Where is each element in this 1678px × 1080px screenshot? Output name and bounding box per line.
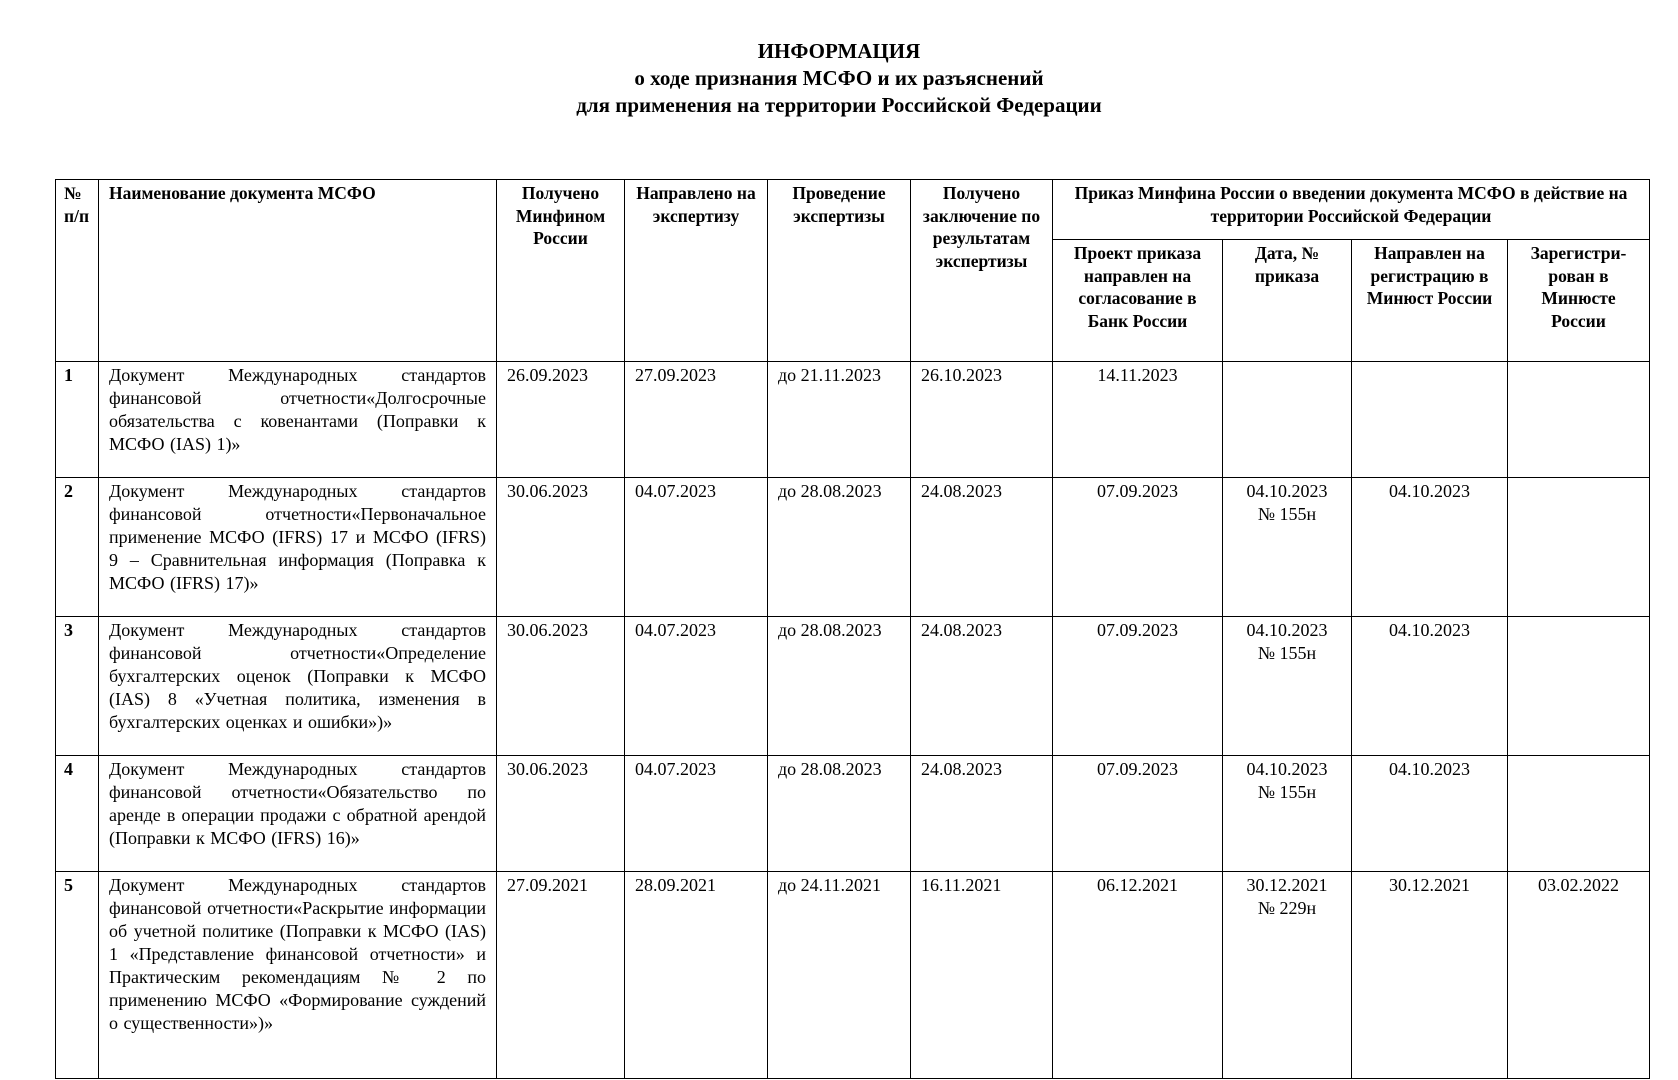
registered-date bbox=[1508, 617, 1650, 756]
row-num: 3 bbox=[56, 617, 99, 756]
title-line-1: ИНФОРМАЦИЯ bbox=[757, 39, 921, 63]
table-row bbox=[56, 872, 1650, 1079]
document-name: Документ Международных стандартов финансовой отчетности«Определение бухгалтерских оценок (Поправки к МСФО (IAS) 8 «Учетная политика, изменения в бухгалтерских оценках и ошибки»)» bbox=[99, 617, 497, 756]
expertise-deadline: до 28.08.2023 bbox=[768, 478, 911, 617]
expertise-deadline: до 24.11.2021 bbox=[768, 872, 911, 1079]
table-row bbox=[56, 362, 1650, 478]
header-order-date: Дата, № приказа bbox=[1223, 240, 1352, 362]
order-date-cell bbox=[1223, 478, 1352, 617]
order-number: № 155н bbox=[1257, 643, 1317, 663]
document-name: Документ Международных стандартов финансовой отчетности«Раскрытие информации об учетной политике (Поправки к МСФО (IAS) 1 «Представление финансовой отчетности» и Практическим рекомендациям № 2 по применению МСФО «Формирование суждений о существенности»)» bbox=[99, 872, 497, 1079]
header-draft-sent: Проект приказа направлен на согласование в Банк России bbox=[1053, 240, 1223, 362]
header-num: № п/п bbox=[56, 180, 99, 362]
document-title bbox=[0, 38, 1678, 119]
document-name: Документ Международных стандартов финансовой отчетности«Долгосрочные обязательства с ковенантами (Поправки к МСФО (IAS) 1)» bbox=[99, 362, 497, 478]
registered-date: 03.02.2022 bbox=[1508, 872, 1650, 1079]
order-date: 04.10.2023 bbox=[1246, 481, 1328, 501]
expertise-deadline: до 28.08.2023 bbox=[768, 617, 911, 756]
order-number: № 229н bbox=[1257, 898, 1317, 918]
conclusion-date: 26.10.2023 bbox=[911, 362, 1053, 478]
received-date: 26.09.2023 bbox=[497, 362, 625, 478]
header-expertise: Проведение экспертизы bbox=[768, 180, 911, 362]
table-row bbox=[56, 478, 1650, 617]
received-date: 27.09.2021 bbox=[497, 872, 625, 1079]
registered-date bbox=[1508, 478, 1650, 617]
header-order-group: Приказ Минфина России о введении документа МСФО в действие на территории Российской Федерации bbox=[1053, 180, 1650, 240]
row-num: 5 bbox=[56, 872, 99, 1079]
sent-expertise-date: 04.07.2023 bbox=[625, 478, 768, 617]
order-date-cell bbox=[1223, 362, 1352, 478]
table-row bbox=[56, 617, 1650, 756]
conclusion-date: 24.08.2023 bbox=[911, 478, 1053, 617]
row-num: 2 bbox=[56, 478, 99, 617]
draft-sent-date: 07.09.2023 bbox=[1053, 756, 1223, 872]
received-date: 30.06.2023 bbox=[497, 478, 625, 617]
expertise-deadline: до 21.11.2023 bbox=[768, 362, 911, 478]
row-num: 4 bbox=[56, 756, 99, 872]
order-number: № 155н bbox=[1257, 504, 1317, 524]
row-num: 1 bbox=[56, 362, 99, 478]
order-date: 04.10.2023 bbox=[1246, 620, 1328, 640]
header-conclusion: Получено заключение по результатам экспертизы bbox=[911, 180, 1053, 362]
header-registered: Зарегистри-рован в Минюсте России bbox=[1508, 240, 1650, 362]
draft-sent-date: 07.09.2023 bbox=[1053, 478, 1223, 617]
header-received: Получено Минфином России bbox=[497, 180, 625, 362]
document-name: Документ Международных стандартов финансовой отчетности«Первоначальное применение МСФО (IFRS) 17 и МСФО (IFRS) 9 – Сравнительная информация (Поправка к МСФО (IFRS) 17)» bbox=[99, 478, 497, 617]
title-line-2: о ходе признания МСФО и их разъяснений bbox=[634, 66, 1044, 90]
order-date-cell bbox=[1223, 756, 1352, 872]
registered-date bbox=[1508, 362, 1650, 478]
received-date: 30.06.2023 bbox=[497, 617, 625, 756]
header-sent-registration: Направлен на регистрацию в Минюст России bbox=[1352, 240, 1508, 362]
sent-expertise-date: 04.07.2023 bbox=[625, 756, 768, 872]
header-sent-expertise: Направлено на экспертизу bbox=[625, 180, 768, 362]
ifrs-status-table bbox=[55, 179, 1650, 1079]
title-line-3: для применения на территории Российской Федерации bbox=[576, 93, 1102, 117]
registered-date bbox=[1508, 756, 1650, 872]
draft-sent-date: 14.11.2023 bbox=[1053, 362, 1223, 478]
sent-registration-date: 04.10.2023 bbox=[1352, 478, 1508, 617]
received-date: 30.06.2023 bbox=[497, 756, 625, 872]
sent-registration-date: 04.10.2023 bbox=[1352, 756, 1508, 872]
table-row bbox=[56, 756, 1650, 872]
document-name: Документ Международных стандартов финансовой отчетности«Обязательство по аренде в операции продажи с обратной арендой (Поправки к МСФО (IFRS) 16)» bbox=[99, 756, 497, 872]
order-date-cell bbox=[1223, 872, 1352, 1079]
conclusion-date: 24.08.2023 bbox=[911, 756, 1053, 872]
conclusion-date: 16.11.2021 bbox=[911, 872, 1053, 1079]
header-row-1 bbox=[56, 180, 1650, 240]
sent-expertise-date: 28.09.2021 bbox=[625, 872, 768, 1079]
draft-sent-date: 06.12.2021 bbox=[1053, 872, 1223, 1079]
sent-expertise-date: 04.07.2023 bbox=[625, 617, 768, 756]
sent-registration-date: 30.12.2021 bbox=[1352, 872, 1508, 1079]
sent-expertise-date: 27.09.2023 bbox=[625, 362, 768, 478]
order-date-cell bbox=[1223, 617, 1352, 756]
order-date: 30.12.2021 bbox=[1246, 875, 1328, 895]
sent-registration-date: 04.10.2023 bbox=[1352, 617, 1508, 756]
sent-registration-date bbox=[1352, 362, 1508, 478]
expertise-deadline: до 28.08.2023 bbox=[768, 756, 911, 872]
draft-sent-date: 07.09.2023 bbox=[1053, 617, 1223, 756]
header-name: Наименование документа МСФО bbox=[99, 180, 497, 362]
order-number: № 155н bbox=[1257, 782, 1317, 802]
conclusion-date: 24.08.2023 bbox=[911, 617, 1053, 756]
order-date: 04.10.2023 bbox=[1246, 759, 1328, 779]
